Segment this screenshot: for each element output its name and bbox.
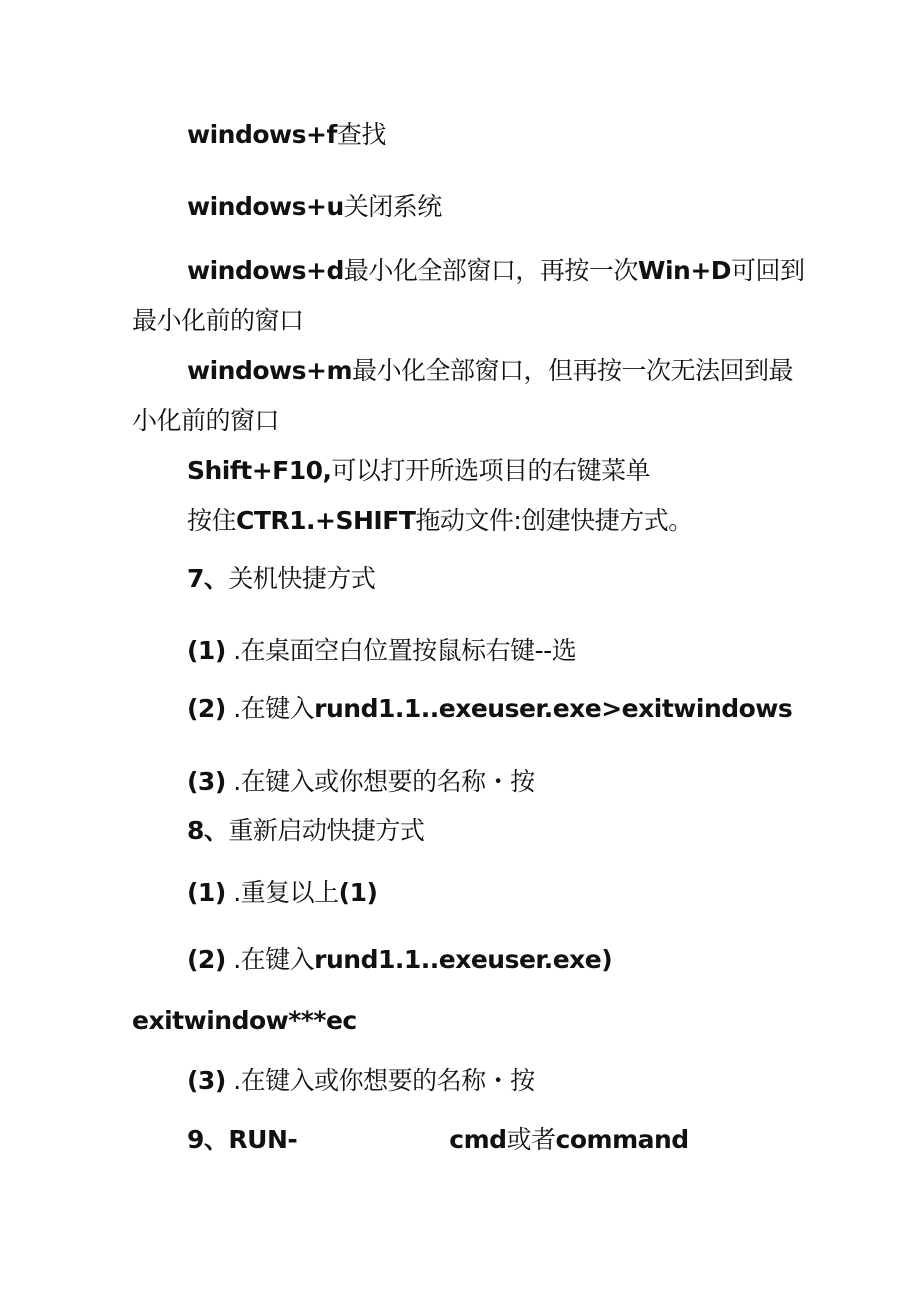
shortcut-line-windows-d xyxy=(187,255,805,287)
section-number: 7、 xyxy=(187,564,229,593)
command-text: exitwindow***ec xyxy=(132,1006,357,1035)
line-text: 查找 xyxy=(336,120,386,149)
command-text: command xyxy=(555,1125,689,1154)
shortcut-line-windows-m xyxy=(187,355,793,387)
step-number: (2) xyxy=(187,694,226,723)
shortcut-line-windows-f xyxy=(187,119,386,151)
step-number: (1) xyxy=(187,878,226,907)
line-text: 最小化前的窗口 xyxy=(132,306,304,335)
section-heading-7 xyxy=(187,563,375,595)
line-text: 按住 xyxy=(187,506,237,535)
line-text: 拖动文件:创建快捷方式。 xyxy=(415,506,693,535)
step-number: (3) xyxy=(187,1066,226,1095)
key-combo-inline: Win+D xyxy=(637,256,732,285)
section-title: 关机快捷方式 xyxy=(228,564,376,593)
section-heading-9 xyxy=(187,1124,689,1156)
continuation-line xyxy=(132,305,304,337)
step-number: (1) xyxy=(187,636,226,665)
key-combo: windows+d xyxy=(187,256,344,285)
step-text: .在键入或你想要的名称・按 xyxy=(233,767,535,796)
continuation-line xyxy=(132,405,279,437)
step-text: .在桌面空白位置按鼠标右键--选 xyxy=(233,636,577,665)
step-line xyxy=(187,693,792,725)
section-number: 9、 xyxy=(187,1125,229,1154)
line-text: 小化前的窗口 xyxy=(132,406,280,435)
line-text: 最小化全部窗口，但再按一次无法回到最 xyxy=(352,356,794,385)
line-text: 可以打开所选项目的右键菜单 xyxy=(331,456,651,485)
key-combo: windows+f xyxy=(187,120,337,149)
line-text: 关闭系统 xyxy=(343,192,442,221)
key-combo: CTR1.+SHIFT xyxy=(236,506,416,535)
step-number: (2) xyxy=(187,945,226,974)
step-line xyxy=(187,766,535,798)
section-number: 8、 xyxy=(187,816,229,845)
command-text: rund1.1..exeuser.exe>exitwindows xyxy=(314,694,793,723)
step-number: (3) xyxy=(187,767,226,796)
key-combo: windows+m xyxy=(187,356,353,385)
step-text: .在键入 xyxy=(233,945,315,974)
step-text: .重复以上 xyxy=(233,878,339,907)
step-line xyxy=(187,944,612,976)
line-text: 或者 xyxy=(506,1125,556,1154)
continuation-line xyxy=(132,1005,357,1037)
key-combo: Shift+F10, xyxy=(187,456,332,485)
command-text: rund1.1..exeuser.exe) xyxy=(314,945,613,974)
run-label: RUN- xyxy=(228,1125,298,1154)
shortcut-line-ctrl-shift-drag xyxy=(187,505,693,537)
step-line xyxy=(187,635,576,667)
shortcut-line-shift-f10 xyxy=(187,455,650,487)
line-text: 最小化全部窗口，再按一次 xyxy=(343,256,638,285)
key-combo: windows+u xyxy=(187,192,344,221)
command-text: cmd xyxy=(449,1125,507,1154)
step-text: .在键入 xyxy=(233,694,315,723)
step-line xyxy=(187,1065,535,1097)
step-line xyxy=(187,877,377,909)
line-text: 可回到 xyxy=(731,256,805,285)
section-title: 重新启动快捷方式 xyxy=(228,816,425,845)
section-heading-8 xyxy=(187,815,424,847)
step-text: .在键入或你想要的名称・按 xyxy=(233,1066,535,1095)
shortcut-line-windows-u xyxy=(187,191,442,223)
step-reference: (1) xyxy=(338,878,378,907)
